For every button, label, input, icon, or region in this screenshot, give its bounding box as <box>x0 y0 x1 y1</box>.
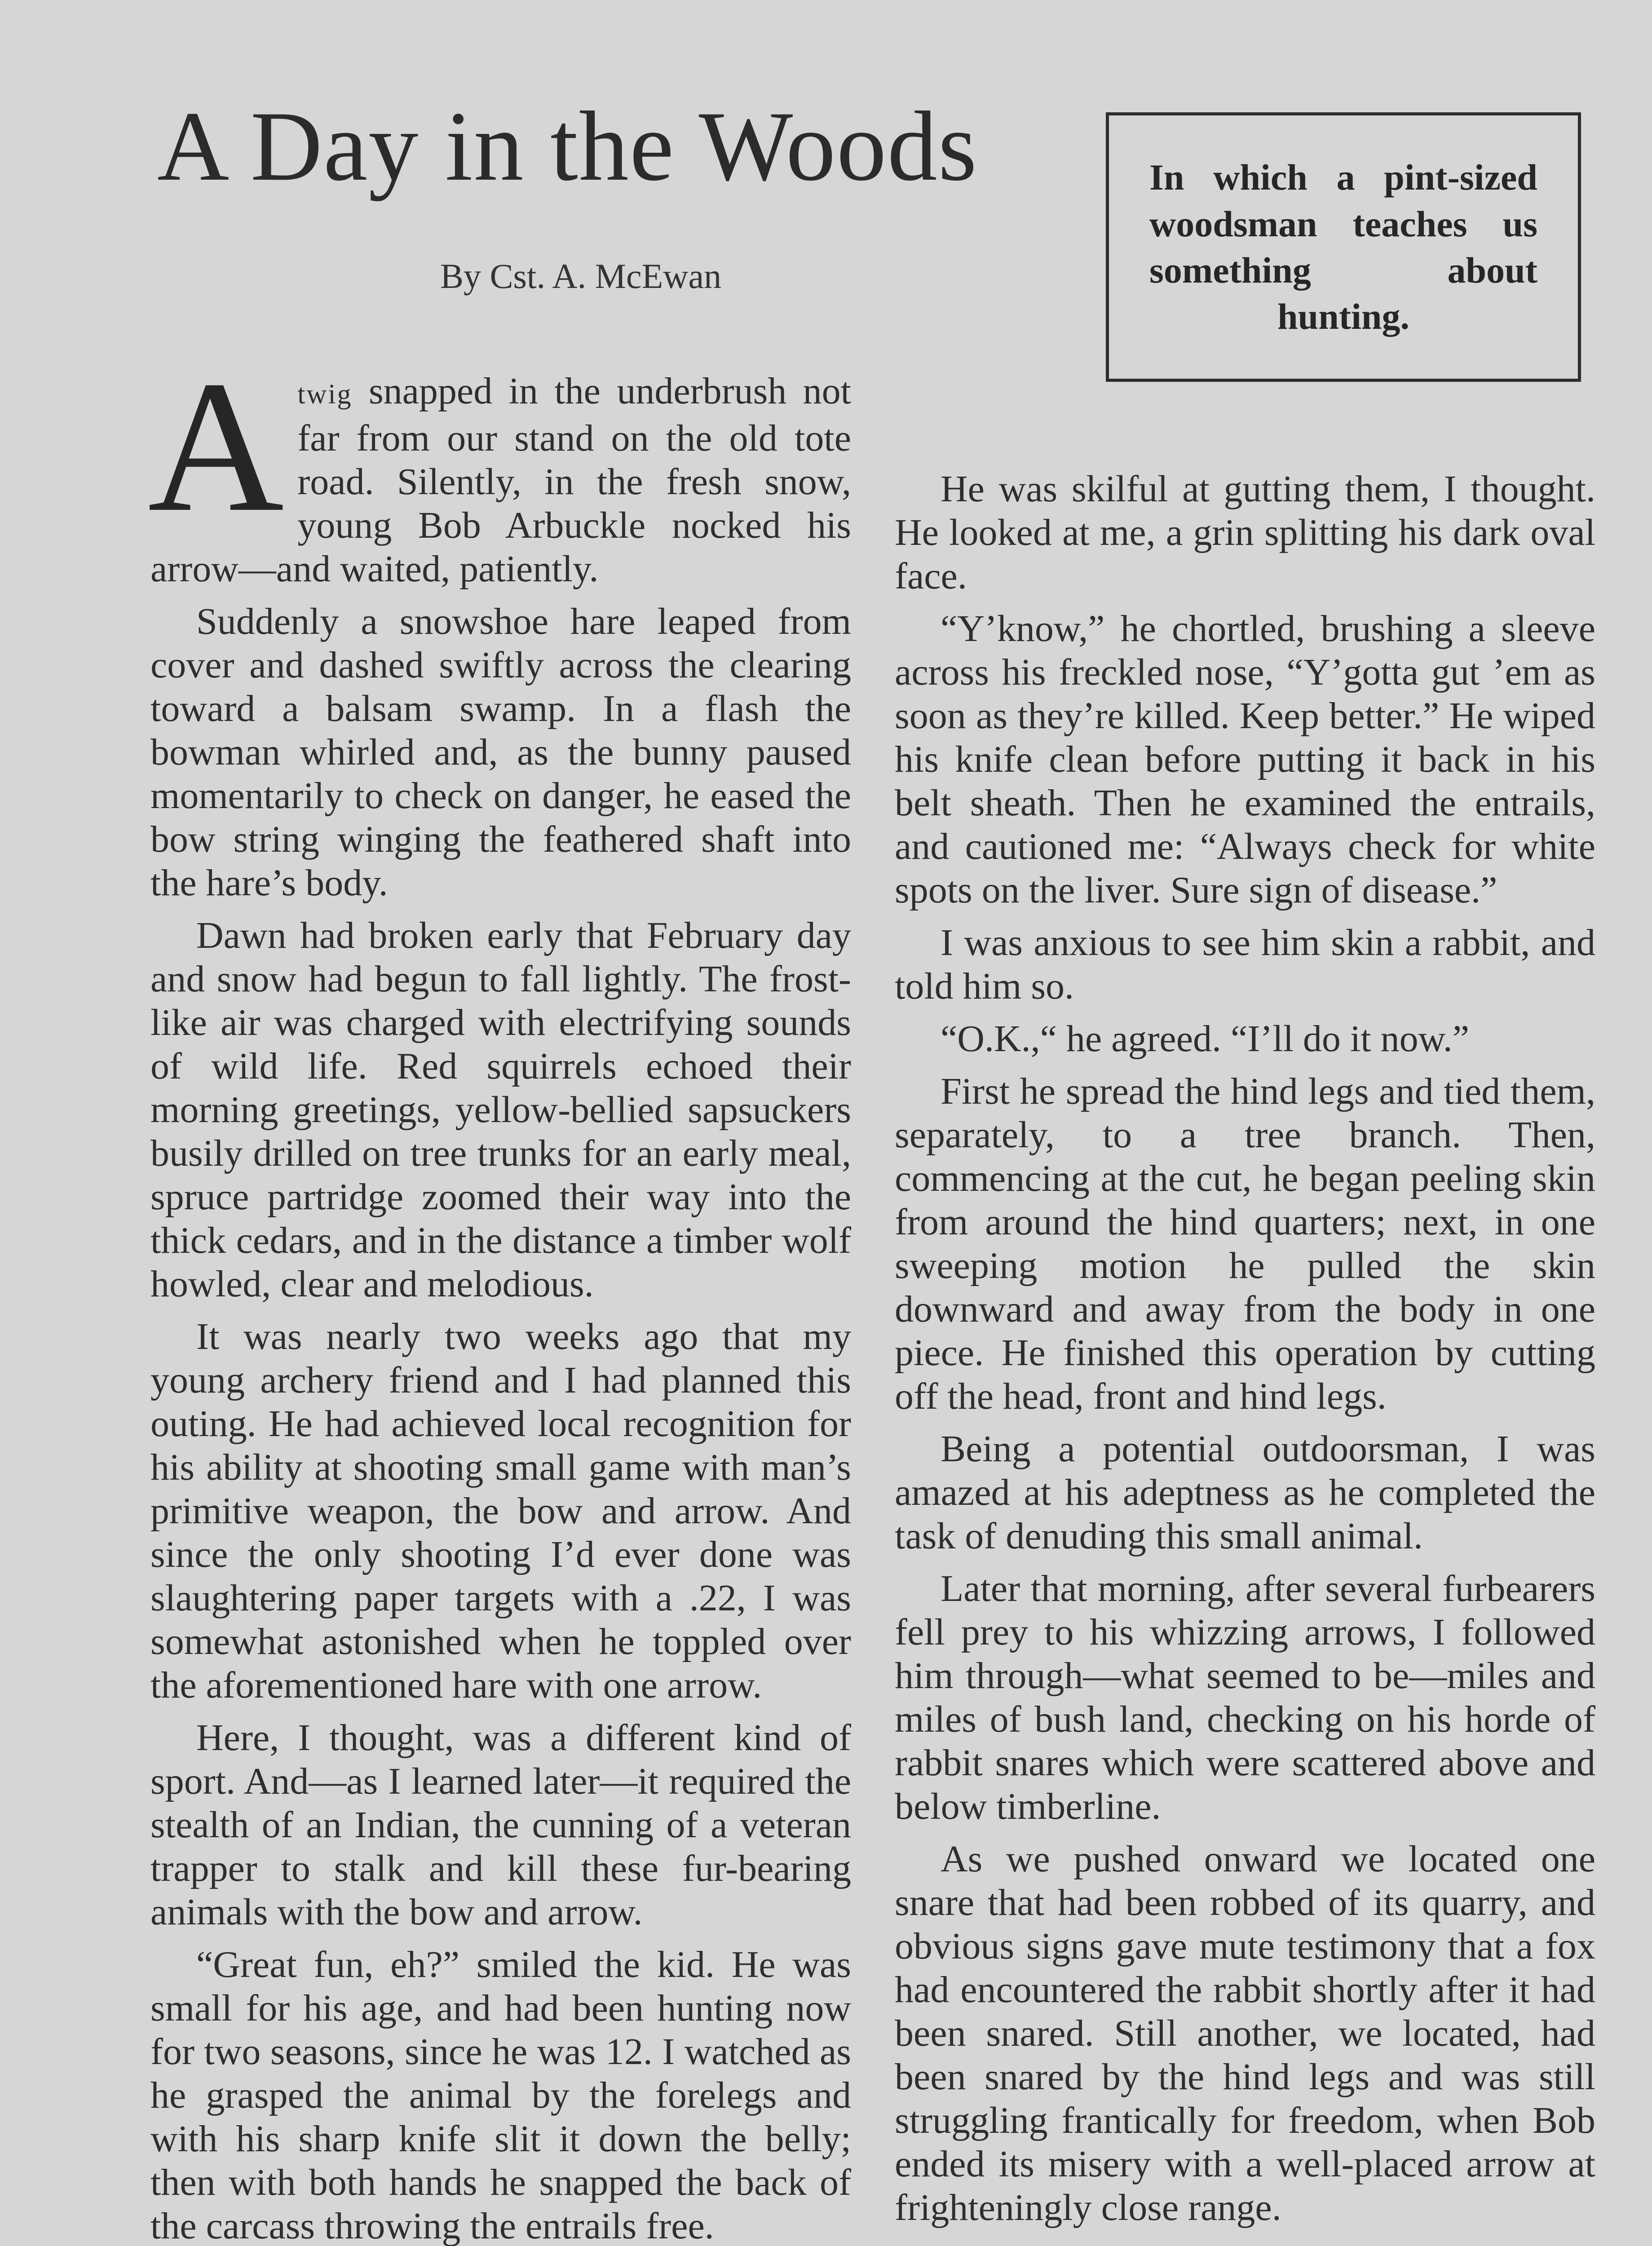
blurb-box <box>1106 112 1581 382</box>
paragraph: It was nearly two weeks ago that my young archery friend and I had planned this outing. He had achieved local recognition for his ability at shooting small game with man’s primitive weapon, the bow and arrow. And since the only shooting I’d ever done was slaughtering paper targets with a .22, I was somewhat astonished when he toppled over the aforementioned hare with one arrow. <box>150 1316 851 1706</box>
paragraph: Dawn had broken early that February day and snow had begun to fall lightly. The frost-like air was charged with electrifying sounds of wild life. Red squirrels echoed their morning greetings, yellow-bellied sapsuckers busily drilled on tree trunks for an early meal, spruce partridge zoomed their way into the thick cedars, and in the distance a timber wolf howled, clear and melodious. <box>150 915 851 1305</box>
paragraph <box>148 342 851 591</box>
lead-small-caps: twig <box>297 379 353 410</box>
paragraph: Later that morning, after several furbearers fell prey to his whizzing arrows, I followed him through—what seemed to be—miles and miles of bush land, checking on his horde of rabbit snares which were scattered above and below timberline. <box>895 1568 1595 1827</box>
paragraph: “Great fun, eh?” smiled the kid. He was small for his age, and had been hunting now for two seasons, since he was 12. I watched as he grasped the animal by the forelegs and with his sharp knife slit it down the belly; then with both hands he snapped the back of the carcass throwing the entrails free. <box>150 1944 851 2246</box>
paragraph: “O.K.,“ he agreed. “I’ll do it now.” <box>941 1018 1470 1060</box>
article-byline: By Cst. A. McEwan <box>440 256 722 296</box>
drop-cap: A <box>148 342 284 551</box>
paragraph-text: snapped in the underbrush not far from our stand on the old tote road. Silently, in the fresh snow, young Bob Arbuckle nocked his arrow—and waited, patiently. <box>150 370 851 590</box>
paragraph: “Y’know,” he chortled, brushing a sleeve across his freckled nose, “Y’gotta gut ’em as soon as they’re killed. Keep better.” He wiped his knife clean before putting it back in his belt sheath. Then he examined the entrails, and cautioned me: “Always check for white spots on the liver. Sure sign of disease.” <box>895 608 1595 911</box>
article-title: A Day in the Woods <box>157 91 978 202</box>
paragraph: First he spread the hind legs and tied them, separately, to a tree branch. Then, commencing at the cut, he began peeling skin from around the hind quarters; next, in one sweeping motion he pulled the skin downward and away from the body in one piece. He finished this operation by cutting off the head, front and hind legs. <box>895 1070 1595 1417</box>
paragraph: As we pushed onward we located one snare that had been robbed of its quarry, and obvious signs gave mute testimony that a fox had encountered the rabbit shortly after it had been snared. Still another, we located, had been snared by the hind legs and was still struggling frantically for freedom, when Bob ended its misery with a well-placed arrow at frighteningly close range. <box>895 1838 1595 2228</box>
right-column <box>895 467 1595 2238</box>
paragraph: He was skilful at gutting them, I thought. He looked at me, a grin splitting his dark oval face. <box>895 468 1595 597</box>
left-column <box>148 342 851 2246</box>
paragraph: Here, I thought, was a different kind of sport. And—as I learned later—it required the stealth of an Indian, the cunning of a veteran trapper to stalk and kill these fur-bearing animals with the bow and arrow. <box>150 1717 851 1933</box>
blurb-text: In which a pint-sized woodsman teaches us something about hunting. <box>1149 157 1537 337</box>
paragraph: Being a potential outdoorsman, I was amazed at his adeptness as he completed the task of denuding this small animal. <box>895 1428 1595 1557</box>
paragraph: Suddenly a snowshoe hare leaped from cover and dashed swiftly across the clearing toward a balsam swamp. In a flash the bowman whirled and, as the bunny paused momentarily to check on danger, he eased the bow string winging the feathered shaft into the hare’s body. <box>150 601 851 904</box>
paragraph: I was anxious to see him skin a rabbit, and told him so. <box>895 922 1595 1007</box>
